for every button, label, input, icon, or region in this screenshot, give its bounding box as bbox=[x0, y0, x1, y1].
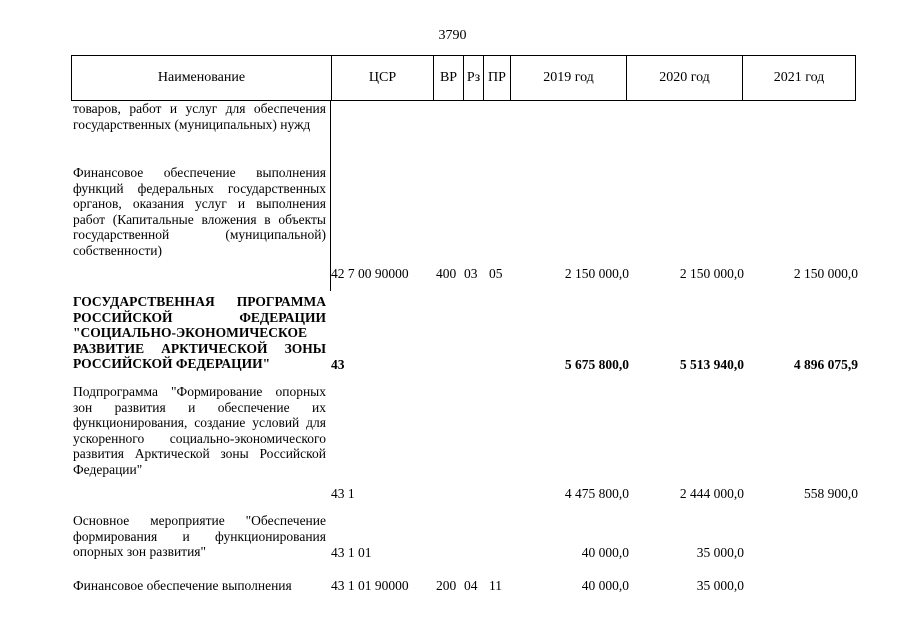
row-csr: 43 1 01 90000 bbox=[331, 578, 409, 593]
row-vr: 400 bbox=[436, 266, 457, 281]
header-rz: Рз bbox=[464, 56, 484, 100]
row-2021: 4 896 075,9 bbox=[793, 357, 858, 372]
row-vr: 200 bbox=[436, 578, 457, 593]
row-2019: 40 000,0 bbox=[581, 545, 629, 560]
row-csr: 43 1 01 bbox=[331, 545, 372, 560]
header-csr: ЦСР bbox=[332, 56, 434, 100]
header-vr: ВР bbox=[434, 56, 464, 100]
row-2021: 2 150 000,0 bbox=[793, 266, 858, 281]
row-csr: 43 1 bbox=[331, 486, 355, 501]
header-2020: 2020 год bbox=[627, 56, 743, 100]
row-2020: 5 513 940,0 bbox=[679, 357, 744, 372]
column-divider bbox=[330, 101, 331, 291]
row-name: Подпрограмма "Формирование опорных зон развития и обеспечение их функционирования, создание условий для ускоренного социально-экономического развития Арктической зоны Российской Федерации" bbox=[73, 384, 326, 477]
row-name: ГОСУДАРСТВЕННАЯ ПРОГРАММА РОССИЙСКОЙ ФЕДЕРАЦИИ "СОЦИАЛЬНО-ЭКОНОМИЧЕСКОЕ РАЗВИТИЕ АРКТИЧЕСКОЙ ЗОНЫ РОССИЙСКОЙ ФЕДЕРАЦИИ" bbox=[73, 294, 326, 372]
header-name: Наименование bbox=[72, 56, 332, 100]
page-number: 3790 bbox=[438, 28, 467, 43]
row-2019: 5 675 800,0 bbox=[564, 357, 629, 372]
header-pr: ПР bbox=[484, 56, 511, 100]
row-name: Финансовое обеспечение выполнения bbox=[73, 578, 292, 593]
row-2019: 2 150 000,0 bbox=[564, 266, 629, 281]
row-csr: 42 7 00 90000 bbox=[331, 266, 409, 281]
row-name: Финансовое обеспечение выполнения функций федеральных государственных органов, оказания услуг и выполнения работ (Капитальные вложения в объекты государственной (муниципальной) собственности) bbox=[73, 165, 326, 258]
row-name: товаров, работ и услуг для обеспечения государственных (муниципальных) нужд bbox=[73, 101, 326, 132]
table-header bbox=[71, 55, 856, 101]
row-pr: 11 bbox=[489, 578, 502, 593]
row-pr: 05 bbox=[489, 266, 503, 281]
row-2020: 2 150 000,0 bbox=[679, 266, 744, 281]
header-2021: 2021 год bbox=[773, 70, 825, 85]
row-name: Основное мероприятие "Обеспечение формирования и функционирования опорных зон развития" bbox=[73, 513, 326, 560]
row-2020: 2 444 000,0 bbox=[679, 486, 744, 501]
row-2019: 4 475 800,0 bbox=[564, 486, 629, 501]
row-2019: 40 000,0 bbox=[581, 578, 629, 593]
row-2020: 35 000,0 bbox=[696, 578, 744, 593]
row-2021: 558 900,0 bbox=[804, 486, 858, 501]
row-csr: 43 bbox=[331, 357, 345, 372]
row-rz: 03 bbox=[464, 266, 478, 281]
header-2019: 2019 год bbox=[511, 56, 627, 100]
row-2020: 35 000,0 bbox=[696, 545, 744, 560]
row-rz: 04 bbox=[464, 578, 478, 593]
